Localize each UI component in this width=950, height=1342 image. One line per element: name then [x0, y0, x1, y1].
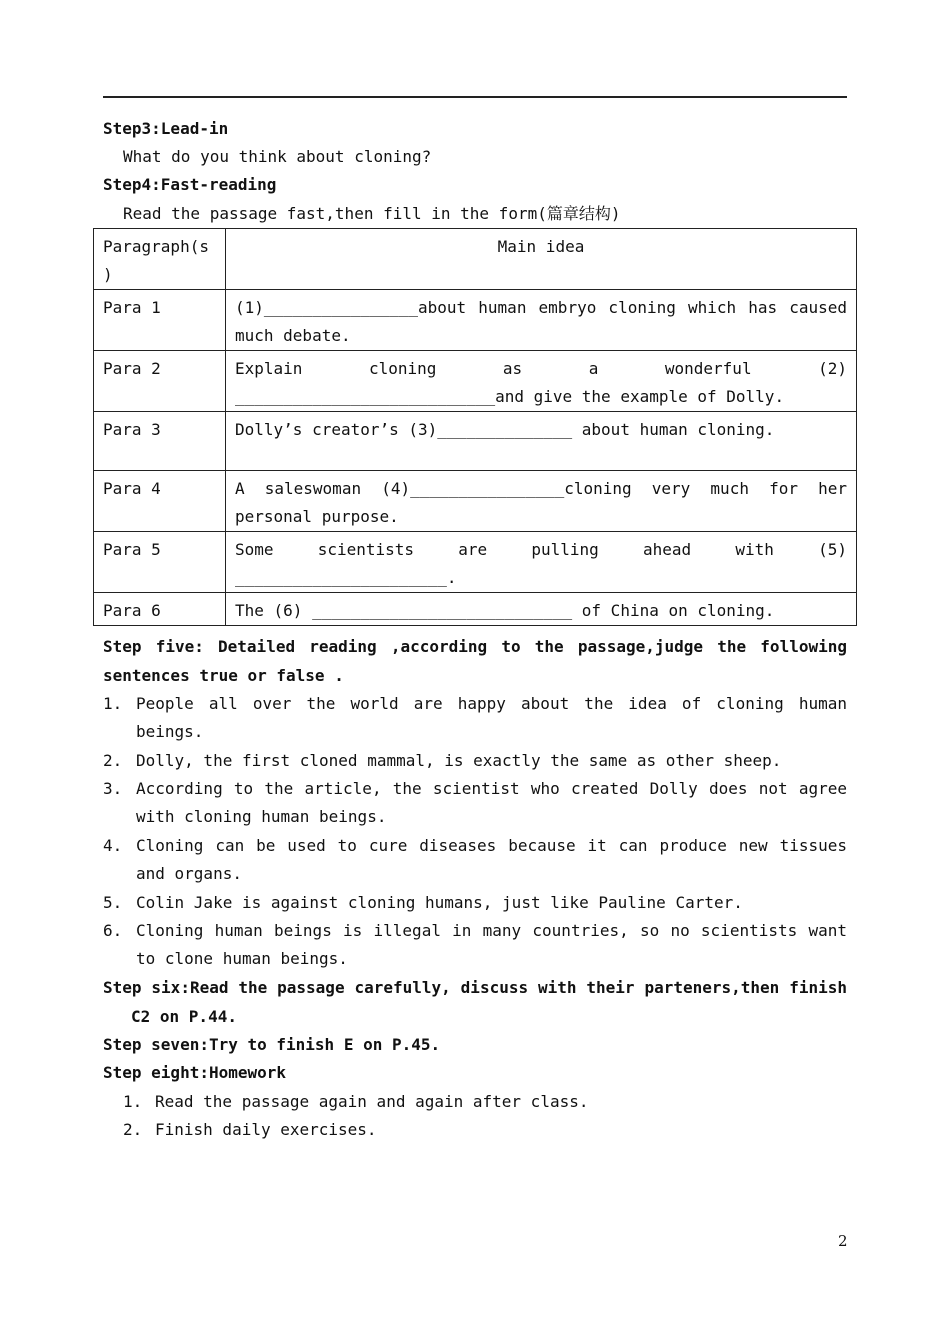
- item-number: 1.: [103, 694, 123, 713]
- item-text: According to the article, the scientist who created Dolly does not agree with cloning human beings.: [136, 779, 847, 826]
- main-idea-line2: ______________________.: [235, 568, 457, 587]
- main-idea-cell: [226, 593, 857, 626]
- header-rule: [103, 96, 847, 98]
- list-item: [103, 832, 847, 888]
- item-number: 5.: [103, 893, 123, 912]
- item-text: People all over the world are happy about the idea of cloning human beings.: [136, 694, 847, 741]
- step7-title: Step seven:Try to finish E on P.45.: [103, 1035, 441, 1054]
- table-row: [94, 593, 857, 626]
- homework-number: 2.: [123, 1120, 143, 1139]
- main-idea-line2: ___________________________and give the example of Dolly.: [235, 387, 785, 406]
- para-label: Para 1: [94, 290, 226, 351]
- homework-text: Read the passage again and again after class.: [155, 1092, 589, 1111]
- item-number: 4.: [103, 836, 123, 855]
- para-label: Para 3: [94, 412, 226, 471]
- header-paragraph-cell: [94, 229, 226, 290]
- para-label: Para 4: [94, 471, 226, 532]
- step8-title: Step eight:Homework: [103, 1063, 287, 1082]
- table-row: [94, 412, 857, 471]
- para-label: Para 5: [94, 532, 226, 593]
- main-idea-line2: personal purpose.: [235, 507, 399, 526]
- table-row: [94, 532, 857, 593]
- list-item: [103, 747, 847, 775]
- item-number: 2.: [103, 751, 123, 770]
- main-idea-cell: [226, 290, 857, 351]
- homework-text: Finish daily exercises.: [155, 1120, 377, 1139]
- header-main-idea: Main idea: [226, 229, 857, 290]
- step6-line2: C2 on P.44.: [131, 1007, 237, 1026]
- table-row: [94, 290, 857, 351]
- table-header-row: [94, 229, 857, 290]
- item-number: 3.: [103, 779, 123, 798]
- main-idea-line1: A saleswoman (4)________________cloning very much for her: [235, 479, 847, 498]
- item-text: Colin Jake is against cloning humans, just like Pauline Carter.: [136, 893, 743, 912]
- page-number: 2: [838, 1232, 848, 1250]
- item-text: Cloning human beings is illegal in many countries, so no scientists want to clone human beings.: [136, 921, 847, 968]
- step4-title: Step4:Fast-reading: [103, 175, 277, 194]
- step5-title-line2: sentences true or false .: [103, 666, 344, 685]
- homework-number: 1.: [123, 1092, 143, 1111]
- list-item: [103, 775, 847, 831]
- main-idea-line1: Explain cloning as a wonderful (2): [235, 359, 847, 378]
- list-item: [103, 889, 847, 917]
- step5-title-line1: Step five: Detailed reading ,according to the passage,judge the following: [103, 637, 847, 656]
- item-text: Dolly, the first cloned mammal, is exactly the same as other sheep.: [136, 751, 782, 770]
- main-idea-line1: Some scientists are pulling ahead with (5): [235, 540, 847, 559]
- main-idea-cell: [226, 532, 857, 593]
- item-text: Cloning can be used to cure diseases because it can produce new tissues and organs.: [136, 836, 847, 883]
- step4-instruction: Read the passage fast,then fill in the form(篇章结构): [123, 204, 621, 223]
- main-idea-line1: Dolly’s creator’s (3)______________ about human cloning.: [235, 420, 775, 439]
- table-row: [94, 471, 857, 532]
- header-paragraph-line2: ): [103, 265, 113, 284]
- header-paragraph-line1: Paragraph(s: [103, 237, 209, 256]
- step3-title: Step3:Lead-in: [103, 119, 229, 138]
- step3-question: What do you think about cloning?: [123, 147, 432, 166]
- main-idea-line1: The (6) ___________________________ of China on cloning.: [235, 601, 775, 620]
- table-row: [94, 351, 857, 412]
- para-label: Para 2: [94, 351, 226, 412]
- para-label: Para 6: [94, 593, 226, 626]
- list-item: [103, 917, 847, 973]
- main-idea-cell: [226, 351, 857, 412]
- main-idea-cell: [226, 471, 857, 532]
- main-idea-line1: (1)________________about human embryo cloning which has caused: [235, 298, 847, 317]
- structure-table: [93, 228, 857, 626]
- item-number: 6.: [103, 921, 123, 940]
- main-idea-cell: [226, 412, 857, 471]
- step6-line1: Step six:Read the passage carefully, discuss with their parteners,then finish: [103, 978, 847, 997]
- main-idea-line2: much debate.: [235, 326, 351, 345]
- list-item: [103, 690, 847, 746]
